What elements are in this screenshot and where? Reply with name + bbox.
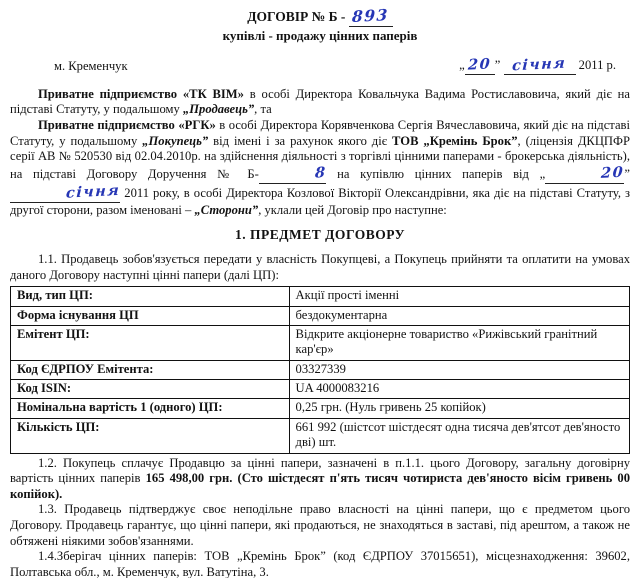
table-cell-value: UA 4000083216	[289, 380, 629, 399]
securities-table	[10, 286, 630, 453]
document-subtitle: купівлі - продажу цінних паперів	[222, 27, 418, 43]
buyer-name: Приватне підприємство «РГК»	[38, 118, 216, 133]
table-cell-label: Вид, тип ЦП:	[11, 287, 290, 306]
clause-1-1: 1.1. Продавець зобов'язується передати у власність Покупцеві, а Покупець прийняти та оплатити на умовах даного Договору наступні цінні папери (далі ЦП):	[10, 252, 630, 282]
date-day-handwritten: 20	[467, 55, 492, 74]
date-month-handwritten: січня	[511, 54, 568, 75]
city-label: м. Кременчук	[54, 59, 128, 74]
table-cell-value: Акції прості іменні	[289, 287, 629, 306]
section-1-heading: 1. ПРЕДМЕТ ДОГОВОРУ	[234, 227, 406, 243]
table-cell-label: Форма існування ЦП	[11, 306, 290, 325]
date-month-blank	[504, 56, 576, 75]
buyer-text-2: від імені і за рахунок якого діє	[208, 133, 393, 148]
order-number-blank	[259, 165, 327, 184]
inline-date-open-quote: „	[539, 166, 546, 181]
table-cell-value: бездокументарна	[289, 306, 629, 325]
table-cell-label: Номінальна вартість 1 (одного) ЦП:	[11, 399, 290, 418]
meta-row	[10, 56, 630, 75]
buyer-text-5: 2011 року, в особі Директора Козлової Вікторії Олександрівни, яка діє на підставі Статуту, з другої сторони, разом іменовані –	[10, 185, 630, 217]
seller-role: „Продавець”	[182, 102, 255, 117]
clause-1-2-text: 1.2. Покупець сплачує Продавцю за цінні папери, зазначені в п.1.1. цього Договору, загальну договірну вартість цінних паперів	[10, 455, 630, 486]
inline-date-month-blank	[10, 181, 121, 203]
table-cell-label: Кількість ЦП:	[11, 418, 290, 453]
table-cell-value: 0,25 грн. (Нуль гривень 25 копійок)	[289, 399, 629, 418]
document-title	[10, 6, 630, 27]
seller-text: в особі Директора Ковальчука Вадима Ростиславовича, який діє на підставі Статуту, у подальшому	[10, 86, 630, 117]
order-number-handwritten: 8	[314, 163, 327, 182]
seller-name: Приватне підприємство «ТК ВІМ»	[38, 86, 244, 101]
table-row	[11, 380, 630, 399]
table-cell-label: Код ISIN:	[11, 380, 290, 399]
buyer-text-4: на купівлю цінних паперів від	[326, 166, 540, 181]
buyer-text-6: , уклали цей Договір про наступне:	[258, 202, 447, 217]
contract-amount: 165 498,00 грн. (Сто шістдесят п'ять тисяч чотириста дев'яносто вісім гривень 00 копійок).	[10, 471, 630, 501]
table-row	[11, 360, 630, 379]
inline-date-day-blank	[545, 165, 624, 184]
title-block	[10, 6, 630, 44]
date-close-quote: ”	[494, 57, 501, 72]
table-row	[11, 306, 630, 325]
table-cell-label: Емітент ЦП:	[11, 326, 290, 361]
table-cell-value: 661 992 (шістсот шістдесят одна тисяча дев'ятсот дев'яносто дві) шт.	[289, 418, 629, 453]
table-row	[11, 399, 630, 418]
table-cell-label: Код ЄДРПОУ Емітента:	[11, 360, 290, 379]
table-row	[11, 418, 630, 453]
table-row	[11, 287, 630, 306]
clause-1-3: 1.3. Продавець підтверджує своє неподільне право власності на цінні папери, що є предметом цього Договору. Продавець гарантує, що цінні папери, які продаються, не знаходяться в заставі, під арештом, а також не обтяжені ніякими зобов'язаннями.	[10, 502, 630, 548]
preamble-seller-paragraph	[10, 87, 630, 118]
seller-text-end: , та	[254, 102, 272, 117]
clause-1-4: 1.4.Зберігач цінних паперів: ТОВ „Кремінь Брок” (код ЄДРПОУ 37015651), місцезнаходження: 39602, Полтавська обл., м. Кременчук, вул. Ватутіна, 3.	[10, 549, 630, 578]
parties-term: „Сторони”	[194, 202, 259, 217]
contract-number-blank	[349, 6, 393, 27]
inline-date-month-handwritten: січня	[65, 181, 121, 202]
inline-date-day-handwritten: 20	[600, 163, 625, 182]
date-open-quote: „	[459, 57, 465, 72]
contract-date	[459, 56, 616, 75]
buyer-text-1: в особі Директора Корявченкова Сергія Вячеславовича, який діє на підставі Статуту, у подальшому	[10, 118, 630, 148]
buyer-role: „Покупець”	[142, 133, 209, 148]
table-row	[11, 326, 630, 361]
buyer-text-3: , (ліцензія ДКЦПФР серії АВ № 520530 від 02.04.2010р. на здійснення діяльності з торгівлі цінними паперами - брокерська діяльність), на підставі Договору Доручення № Б-	[10, 133, 630, 181]
table-cell-value: Відкрите акціонерне товариство «Рижівський гранітний кар'єр»	[289, 326, 629, 361]
date-year: 2011 р.	[578, 57, 616, 72]
inline-date-close-quote: ”	[624, 166, 631, 181]
table-cell-value: 03327339	[289, 360, 629, 379]
contract-number-handwritten: 893	[351, 4, 390, 27]
clause-1-2	[10, 456, 630, 503]
broker-name: ТОВ „Кремінь Брок”	[392, 133, 518, 148]
date-day-blank	[465, 56, 495, 75]
preamble-buyer-paragraph	[10, 118, 630, 218]
title-prefix: ДОГОВІР № Б -	[247, 9, 346, 24]
